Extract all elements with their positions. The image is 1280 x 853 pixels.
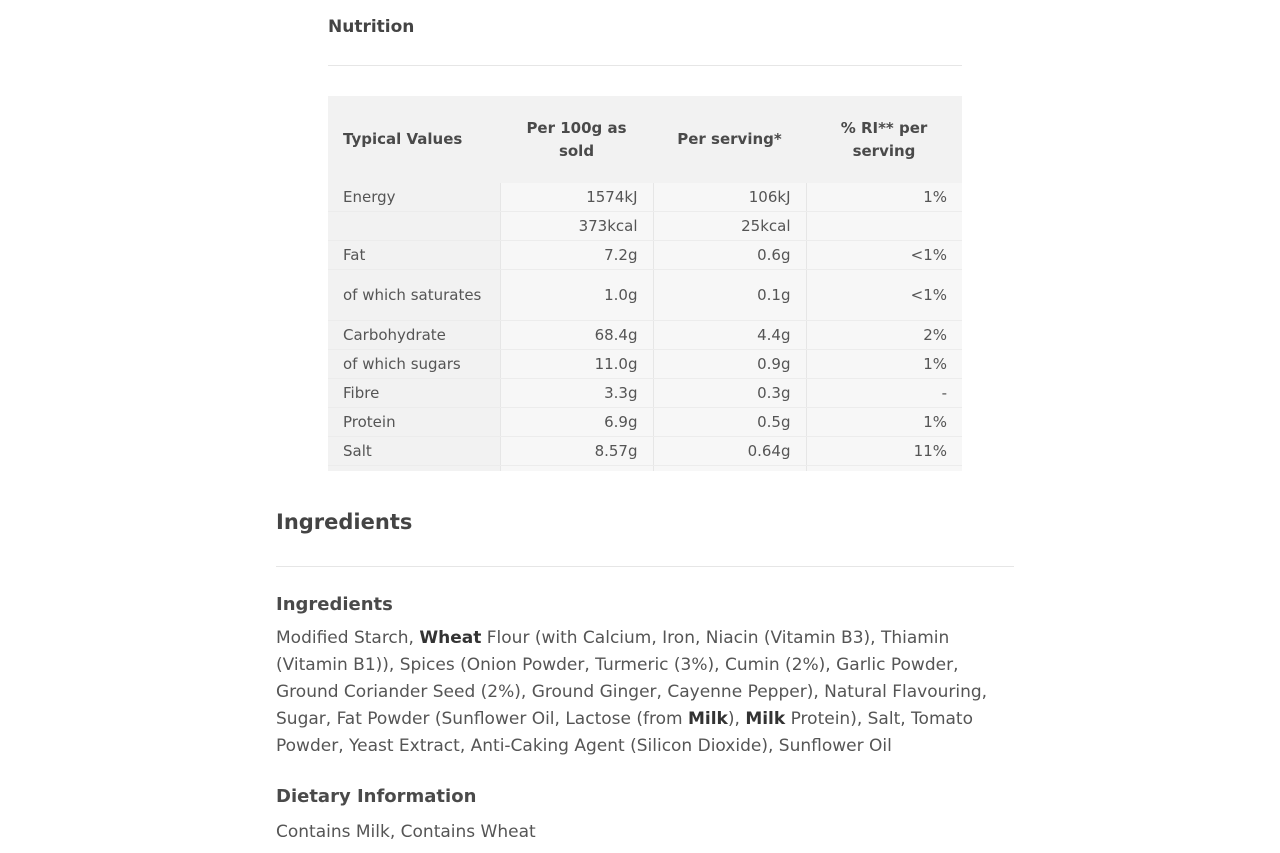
value-per-serving: 0.9g [653, 350, 806, 379]
value-ri-percent [806, 212, 962, 241]
header-per-100g [500, 96, 653, 183]
value-per-100g: 1.0g [500, 270, 653, 321]
allergen-text: Milk [745, 709, 786, 729]
value-per-100g: 68.4g [500, 321, 653, 350]
nutrient-label: Protein [328, 408, 500, 437]
nutrition-table-body [328, 183, 962, 471]
nutrition-table [328, 96, 962, 471]
value-ri-percent: 11% [806, 437, 962, 466]
value-ri-percent: 1% [806, 183, 962, 212]
header-ri-per-serving [806, 96, 962, 183]
value-per-serving: 0.1g [653, 270, 806, 321]
value-per-serving: 0.5g [653, 408, 806, 437]
nutrient-label: Fibre [328, 379, 500, 408]
nutrition-section [328, 0, 962, 460]
dietary-heading: Dietary Information [276, 786, 477, 807]
header-typical-values: Typical Values [328, 96, 500, 183]
nutrition-row [328, 270, 962, 321]
value-ri-percent: - [806, 379, 962, 408]
nutrition-row-spacer [328, 466, 962, 472]
spacer-cell [328, 466, 500, 472]
value-per-100g: 8.57g [500, 437, 653, 466]
value-per-serving: 4.4g [653, 321, 806, 350]
value-per-100g: 11.0g [500, 350, 653, 379]
ingredients-text [276, 625, 1014, 760]
value-per-100g: 3.3g [500, 379, 653, 408]
nutrition-heading: Nutrition [328, 17, 415, 37]
header-per-serving: Per serving* [653, 96, 806, 183]
nutrition-row [328, 350, 962, 379]
value-per-100g: 6.9g [500, 408, 653, 437]
nutrition-row [328, 183, 962, 212]
value-per-serving: 0.6g [653, 241, 806, 270]
nutrition-row [328, 212, 962, 241]
spacer-cell [806, 466, 962, 472]
nutrition-divider [328, 65, 962, 66]
nutrient-label [328, 212, 500, 241]
allergen-text: Wheat [419, 628, 482, 648]
nutrition-row [328, 408, 962, 437]
nutrient-label: Salt [328, 437, 500, 466]
nutrient-label: Carbohydrate [328, 321, 500, 350]
ingredient-text-part: Flour (with Calcium, Iron, Niacin (Vitamin B3), Thiamin (Vitamin B1)), Spices (Onion Powder, Turmeric (3%), Cumin (2%), Garlic Powder, Ground Coriander Seed (2%), Ground Ginger, Cayenne Pepper), Natural Flavouring, Sugar, Fat Powder (Sunflower Oil, Lactose (from [276, 628, 988, 729]
ingredient-text-part: ), [727, 709, 746, 729]
nutrient-label: of which sugars [328, 350, 500, 379]
value-ri-percent: 1% [806, 408, 962, 437]
nutrient-label: Energy [328, 183, 500, 212]
nutrition-row [328, 437, 962, 466]
spacer-cell [500, 466, 653, 472]
ingredients-subheading: Ingredients [276, 594, 393, 615]
ingredient-text-part: Modified Starch, [276, 628, 420, 648]
value-ri-percent: 2% [806, 321, 962, 350]
value-ri-percent: <1% [806, 270, 962, 321]
nutrition-row [328, 379, 962, 408]
value-ri-percent: <1% [806, 241, 962, 270]
value-per-serving: 0.3g [653, 379, 806, 408]
value-per-serving: 0.64g [653, 437, 806, 466]
value-per-serving: 106kJ [653, 183, 806, 212]
spacer-cell [653, 466, 806, 472]
ingredients-section [276, 505, 1014, 846]
nutrition-row [328, 241, 962, 270]
ingredients-heading: Ingredients [276, 510, 413, 534]
nutrient-label: of which saturates [328, 270, 500, 321]
ingredient-text-part: Protein), Salt, Tomato Powder, Yeast Extract, Anti-Caking Agent (Silicon Dioxide), Sunflower Oil [276, 709, 973, 756]
nutrient-label: Fat [328, 241, 500, 270]
ingredients-divider [276, 566, 1014, 567]
value-per-100g: 1574kJ [500, 183, 653, 212]
dietary-text: Contains Milk, Contains Wheat [276, 822, 536, 842]
value-per-100g: 373kcal [500, 212, 653, 241]
nutrition-row [328, 321, 962, 350]
value-per-100g: 7.2g [500, 241, 653, 270]
header-ri-label: % RI** per serving [840, 118, 928, 160]
value-ri-percent: 1% [806, 350, 962, 379]
value-per-serving: 25kcal [653, 212, 806, 241]
header-per-100g-label: Per 100g as sold [526, 118, 627, 160]
nutrition-table-header-row [328, 96, 962, 183]
allergen-text: Milk [687, 709, 728, 729]
